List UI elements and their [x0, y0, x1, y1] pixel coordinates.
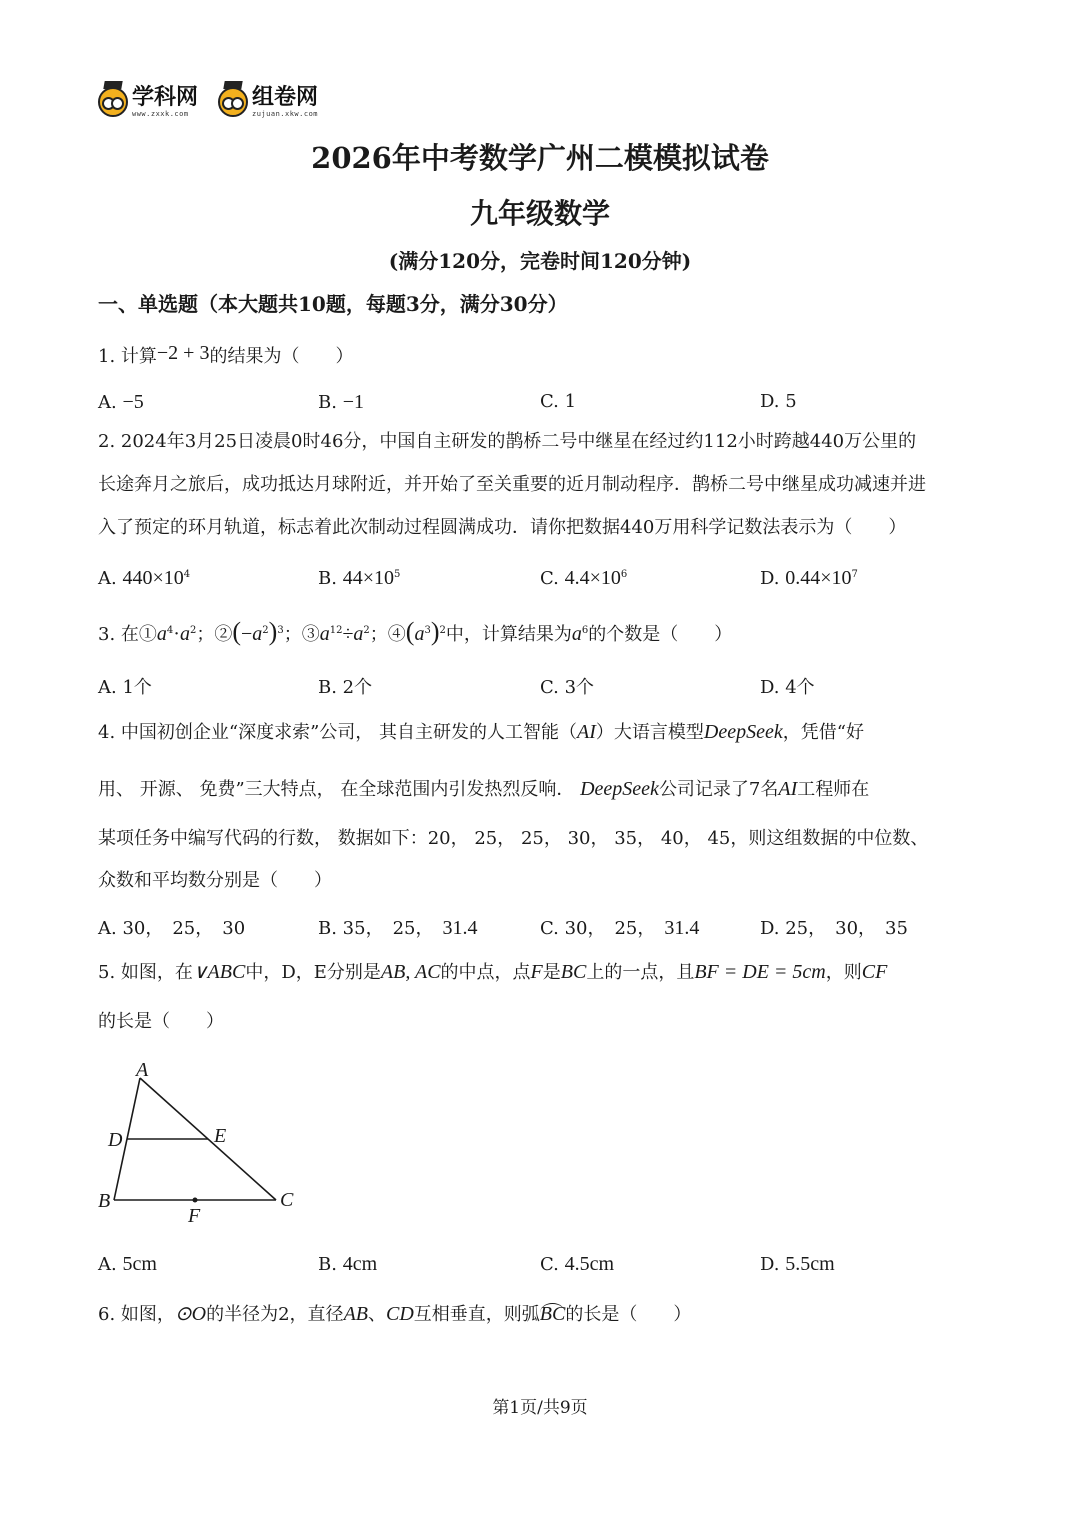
logo-zxxk — [98, 82, 198, 122]
logo-url: www.zxxk.com — [132, 110, 189, 118]
label-e: E — [214, 1125, 227, 1147]
logo-name: 组卷网 — [252, 85, 319, 110]
owl-logo-icon — [218, 87, 248, 117]
q4-option-d[interactable]: D. 25， 30， 35 — [760, 918, 908, 939]
question-1: 1. 计算−2 + 3的结果为（ ） — [98, 342, 354, 367]
label-b: B — [98, 1190, 111, 1212]
q5-line-1: 5. 如图，在∨ABC中，D，E分别是AB, AC的中点，点F是BC上的一点，且BF = DE = 5cm，则CF — [98, 961, 888, 983]
q2-option-c[interactable]: C. $4.4\times 10^6$ — [540, 567, 628, 589]
q3-option-c[interactable]: C. 3个 — [540, 677, 595, 698]
q2-option-a[interactable]: A. $440\times 10^4$ — [98, 567, 191, 589]
logo-url: zujuan.xkw.com — [252, 110, 319, 118]
q1-option-c[interactable]: C. 1 — [540, 391, 577, 412]
owl-logo-icon — [98, 87, 128, 117]
q3-option-a[interactable]: A. 1个 — [98, 677, 152, 698]
q4-option-b[interactable]: B. 35， 25， 31.4 — [318, 917, 478, 939]
page-footer: 第1页/共9页 — [492, 1398, 588, 1418]
logo-name: 学科网 — [132, 85, 199, 110]
q4-line-3: 某项任务中编写代码的行数， 数据如下：20， 25， 25， 30， 35， 40， 45，则这组数据的中位数、 — [98, 828, 929, 849]
q5-option-a[interactable]: A. 5cm — [98, 1253, 157, 1275]
label-c: C — [280, 1189, 294, 1211]
q4-option-c[interactable]: C. 30， 25， 31.4 — [540, 917, 700, 939]
logo-zujuan — [218, 82, 318, 122]
q4-option-a[interactable]: A. 30， 25， 30 — [98, 918, 246, 939]
point-f — [193, 1198, 198, 1203]
q4-line-1: 4. 中国初创企业“深度求索”公司， 其自主研发的人工智能（AI）大语言模型DeepSeek，凭借“好 — [98, 721, 864, 743]
q5-option-c[interactable]: C. 4.5cm — [540, 1253, 615, 1275]
q1-option-a[interactable]: A. −5 — [98, 391, 144, 413]
section-heading: 一、单选题（本大题共10题，每题3分，满分30分） — [98, 292, 568, 316]
q5-option-d[interactable]: D. 5.5cm — [760, 1253, 835, 1275]
q3-option-d[interactable]: D. 4个 — [760, 677, 815, 698]
q2-line-2: 长途奔月之旅后，成功抵达月球附近，并开始了至关重要的近月制动程序．鹊桥二号中继星成功减速并进 — [98, 474, 926, 495]
q4-line-4: 众数和平均数分别是（ ） — [98, 870, 332, 891]
arc-bc: BC — [539, 1303, 566, 1325]
exam-info: (满分120分，完卷时间120分钟) — [388, 249, 692, 273]
q5-line-2: 的长是（ ） — [98, 1011, 224, 1032]
q2-line-3: 入了预定的环月轨道，标志着此次制动过程圆满成功．请你把数据440万用科学记数法表示为（ ） — [98, 517, 907, 538]
question-3: 3. 在$①a^4\cdot a^2$；$②(-a^2)^3$；$③a^{12}\div a^2$；$④(a^3)^2$中，计算结果为$a^6$的个数是（ ） — [98, 617, 733, 646]
q2-line-1: 2. 2024年3月25日凌晨0时46分，中国自主研发的鹊桥二号中继星在经过约112小时跨越440万公里的 — [98, 431, 917, 452]
q1-option-d[interactable]: D. 5 — [760, 391, 797, 412]
exam-subtitle: 九年级数学 — [469, 197, 610, 230]
q2-option-d[interactable]: D. $0.44\times 10^7$ — [760, 567, 858, 589]
label-f: F — [188, 1205, 201, 1226]
q5-option-b[interactable]: B. 4cm — [318, 1253, 378, 1275]
label-d: D — [108, 1129, 123, 1151]
exam-title: 2026年中考数学广州二模模拟试卷 — [311, 141, 769, 175]
q1-option-b[interactable]: B. −1 — [318, 391, 364, 413]
q4-line-2: 用、 开源、 免费”三大特点， 在全球范围内引发热烈反响． DeepSeek公司记录了7名AI工程师在 — [98, 778, 870, 800]
q3-option-b[interactable]: B. 2个 — [318, 677, 373, 698]
label-a: A — [136, 1059, 149, 1081]
triangle-figure — [96, 1056, 306, 1226]
q2-option-b[interactable]: B. $44\times 10^5$ — [318, 567, 401, 589]
question-6: 6. 如图，⊙O的半径为2，直径AB、CD互相垂直，则弧BC的长是（ ） — [98, 1303, 692, 1325]
